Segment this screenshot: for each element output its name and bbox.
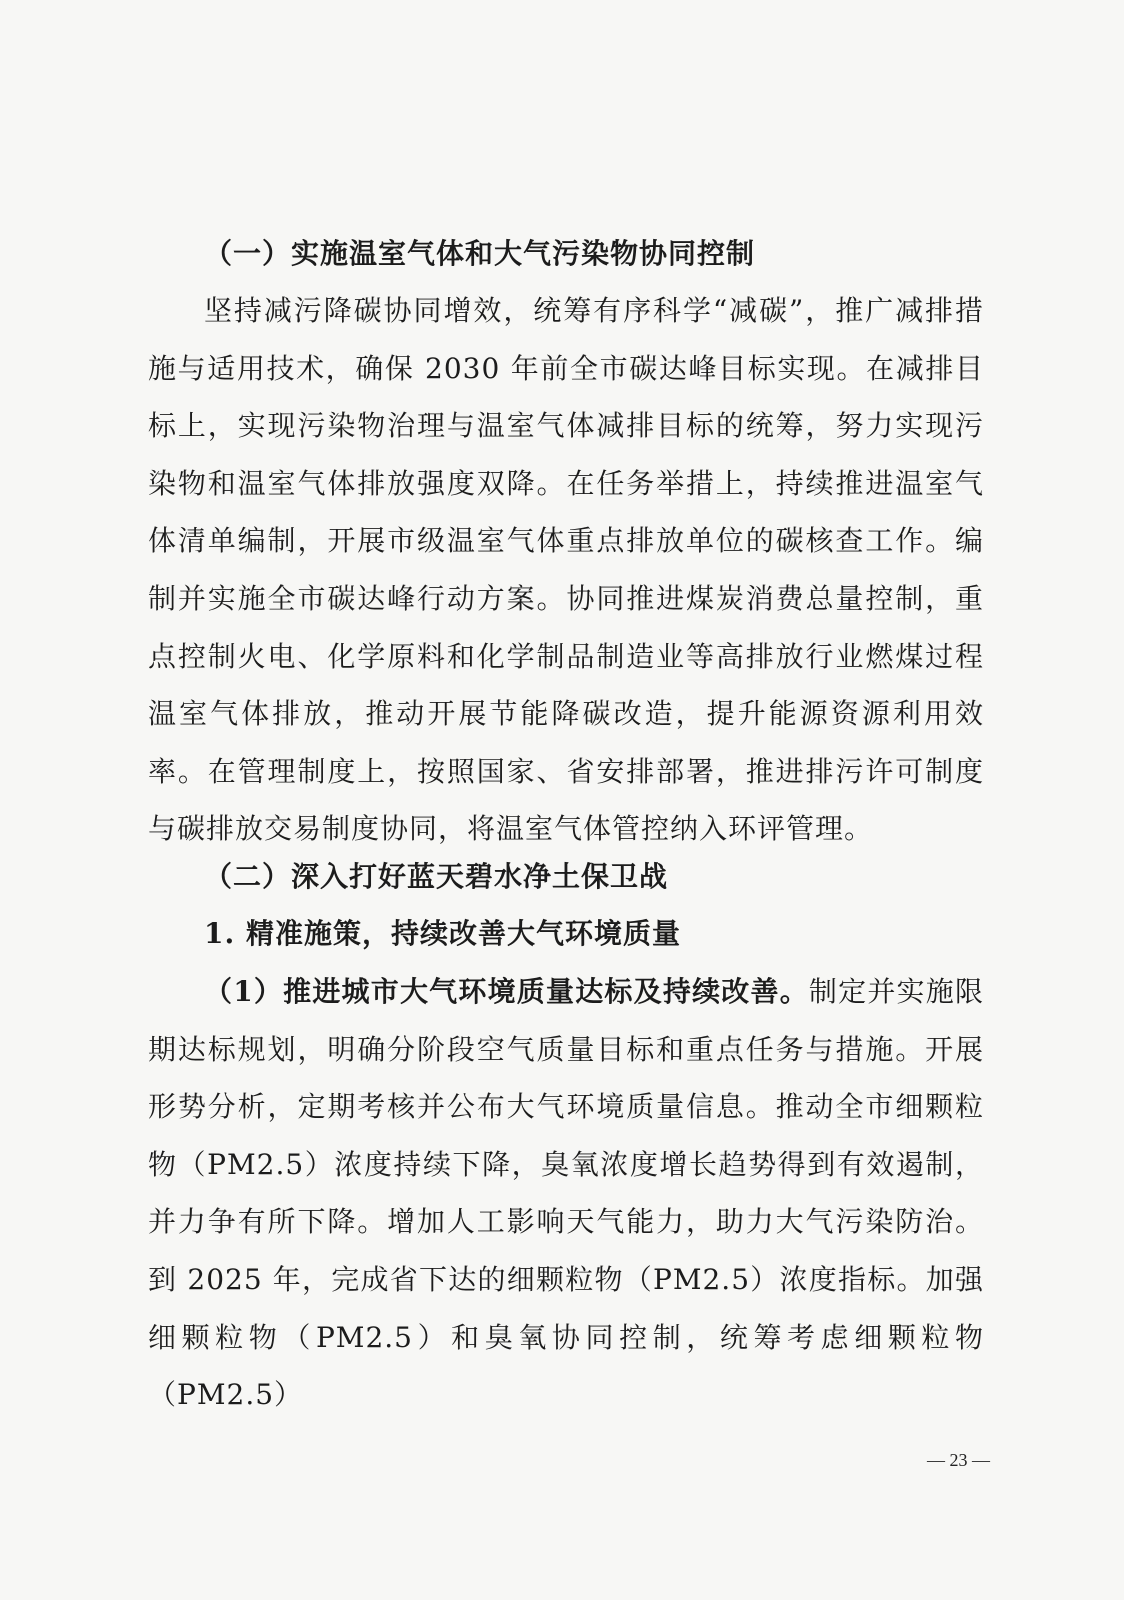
- section-2-heading: （二）深入打好蓝天碧水净土保卫战: [204, 860, 669, 893]
- item-1-text: 制定并实施限期达标规划，明确分阶段空气质量目标和重点任务与措施。开展形势分析，定期考核并公布大气环境质量信息。推动全市细颗粒物（PM2.5）浓度持续下降，臭氧浓度增长趋势得到有效遏制，并力争有所下降。增加人工影响天气能力，助力大气污染防治。到 2025 年，完成省下达的细颗粒物（PM2.5）浓度指标。加强细颗粒物（PM2.5）和臭氧协同控制，统筹考虑细颗粒物（PM2.5）: [148, 975, 984, 1412]
- subsection-1-heading: 1. 精准施策，持续改善大气环境质量: [204, 917, 681, 950]
- item-1-paragraph: [148, 963, 984, 1424]
- item-1-lead: （1）推进城市大气环境质量达标及持续改善。: [204, 975, 809, 1008]
- page-number: — 23 —: [927, 1450, 990, 1470]
- section-1-paragraph: 坚持减污降碳协同增效，统筹有序科学“减碳”，推广减排措施与适用技术，确保 2030 年前全市碳达峰目标实现。在减排目标上，实现污染物治理与温室气体减排目标的统筹，努力实现污染物和温室气体排放强度双降。在任务举措上，持续推进温室气体清单编制，开展市级温室气体重点排放单位的碳核查工作。编制并实施全市碳达峰行动方案。协同推进煤炭消费总量控制，重点控制火电、化学原料和化学制品制造业等高排放行业燃煤过程温室气体排放，推动开展节能降碳改造，提升能源资源利用效率。在管理制度上，按照国家、省安排部署，推进排污许可制度与碳排放交易制度协同，将温室气体管控纳入环评管理。: [148, 294, 984, 846]
- section-1-heading: （一）实施温室气体和大气污染物协同控制: [204, 237, 756, 270]
